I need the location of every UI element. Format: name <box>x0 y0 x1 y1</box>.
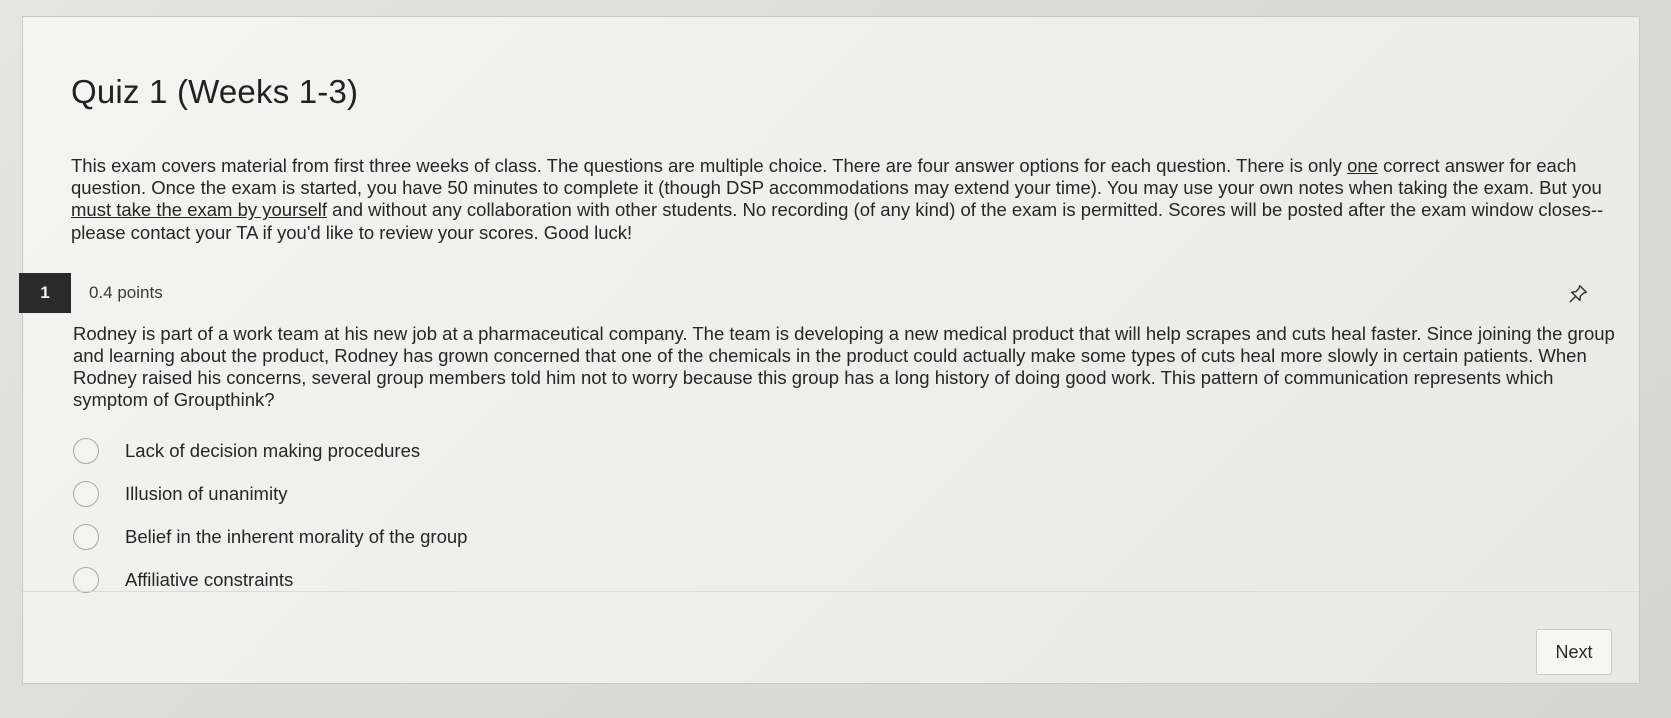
answer-option[interactable] <box>73 429 467 472</box>
intro-underline-1: one <box>1347 155 1378 176</box>
answer-option[interactable] <box>73 515 467 558</box>
answer-option-label: Lack of decision making procedures <box>125 439 421 461</box>
intro-text-1: This exam covers material from first three weeks of class. The questions are multiple choice. There are four answer options for each question. There is only <box>71 155 1348 176</box>
footer-divider <box>23 591 1639 592</box>
answer-options <box>73 429 467 601</box>
radio-button[interactable] <box>73 567 99 593</box>
intro-underline-2: must take the exam by yourself <box>71 199 328 221</box>
radio-button[interactable] <box>73 481 99 507</box>
intro-text-2: correct answer for each question. Once the exam is started, you have 50 minutes to complete it (though DSP accommodations may extend your time). You may use your own notes when taking the exam. But you <box>71 155 1602 199</box>
question-text: Rodney is part of a work team at his new job at a pharmaceutical company. The team is developing a new medical product that will help scrapes and cuts heal faster. Since joining the group and learning about the product, Rodney has grown concerned that one of the chemicals in the product could actually make some types of cuts heal more slowly in certain patients. When Rodney raised his concerns, several group members told him not to worry because this group has a long history of doing good work. This pattern of communication represents which symptom of Groupthink? <box>73 323 1615 410</box>
question-points: 0.4 points <box>89 283 163 302</box>
intro-text-3: and without any collaboration with other students. No recording (of any kind) of the exam is permitted. Scores will be posted after the exam window closes--please contact your TA if you'd like to review your scores. Good luck! <box>71 199 1604 243</box>
question-number-badge: 1 <box>19 273 71 313</box>
answer-option[interactable] <box>73 558 467 601</box>
answer-option-label: Belief in the inherent morality of the group <box>125 525 468 547</box>
pin-icon[interactable] <box>1567 283 1589 305</box>
radio-button[interactable] <box>73 438 99 464</box>
next-button[interactable]: Next <box>1536 629 1612 675</box>
page-title: Quiz 1 (Weeks 1-3) <box>71 73 359 110</box>
radio-button[interactable] <box>73 524 99 550</box>
answer-option[interactable] <box>73 472 467 515</box>
quiz-instructions <box>71 155 1621 244</box>
answer-option-label: Illusion of unanimity <box>125 482 288 504</box>
answer-option-label: Affiliative constraints <box>125 568 294 590</box>
quiz-panel <box>22 16 1640 684</box>
